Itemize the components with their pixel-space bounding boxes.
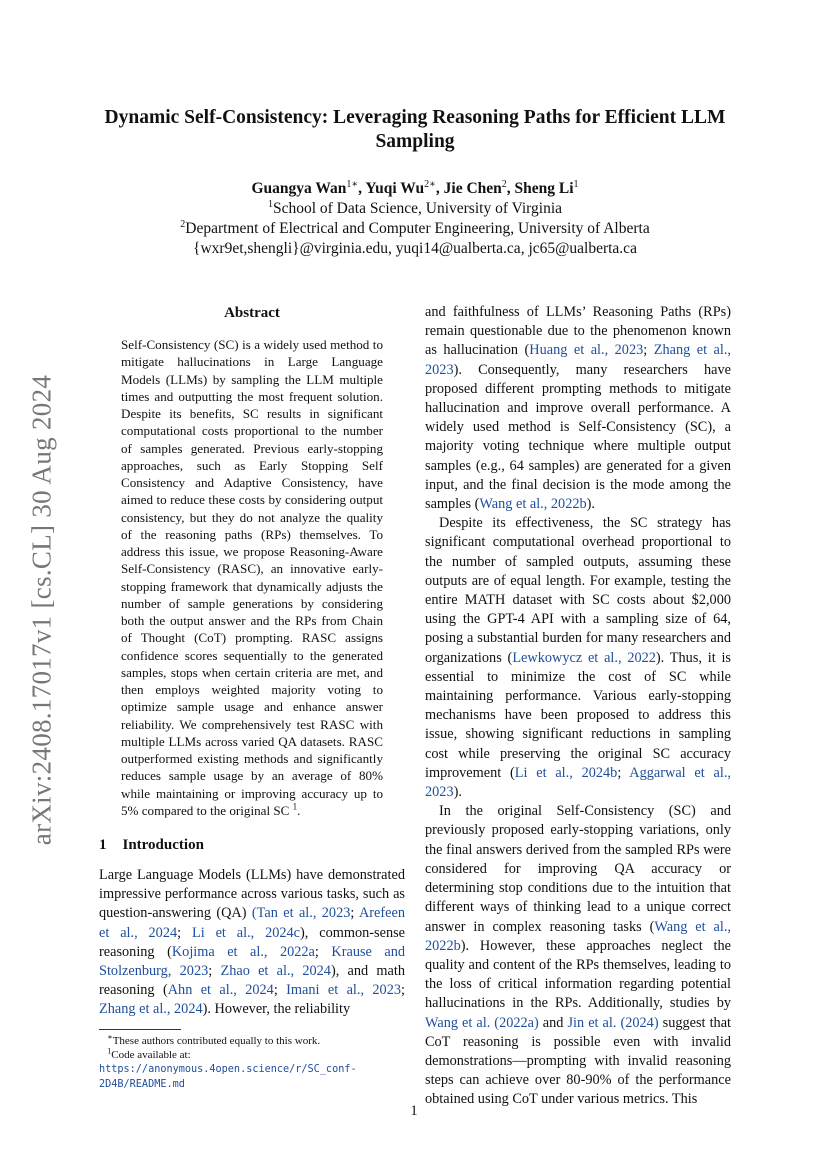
citation-link[interactable]: Kojima et al., 2022a (171, 943, 315, 960)
footnote-ref[interactable]: 1 (292, 801, 298, 812)
author-name: Sheng Li$^1$ (514, 178, 579, 197)
author-block (90, 179, 740, 259)
footnote-rule (99, 1029, 181, 1030)
footnote-equal-contribution: ∗These authors contributed equally to this work. (107, 1032, 321, 1047)
intro-paragraph-2: Despite its effectiveness, the SC strategy has significant computational overhead proportional to the number of sampled outputs, assuming these outputs are of equal length. For example, testing the entire MATH dataset with SC costs about $2,000 using the GPT-4 API with a sampling size of 64, posing a substantial burden for many researchers and organizations (Lewkowycz et al., 2022). Thus, it is essential to minimize the cost of SC while maintaining performance. Various early-stopping mechanisms have been proposed to address this issue, showing significant reductions in sampling cost while preserving the original SC accuracy improvement (Li et al., 2024b; Aggarwal et al., 2023). (425, 515, 731, 801)
abstract-heading: Abstract (224, 305, 280, 321)
citation-link[interactable]: Ahn et al., 2024 (167, 982, 274, 999)
citation-link[interactable]: Zhang et al., 2024 (99, 1001, 203, 1018)
citation-link[interactable]: Lewkowycz et al., 2022 (512, 649, 656, 666)
abstract-text: Self-Consistency (SC) is a widely used method to mitigate hallucinations in Large Language Models (LLMs) by sampling the LLM multiple times and outputting the most frequent solution. Despite its benefits, SC results in significant computational costs proportional to the number of samples generated. Previous early-stopping approaches, such as Early Stopping Self Consistency and Adaptive Consistency, have aimed to reduce these costs by considering output consistency, but they do not analyze the quality of the reasoning paths (RPs) themselves. To address this issue, we propose Reasoning-Aware Self-Consistency (RASC), an innovative early-stopping framework that dynamically adjusts the number of sample generations by considering both the output answer and the RPs from Chain of Thought (CoT) prompting. RASC assigns confidence scores sequentially to the generated samples, stops when certain criteria are met, and then employs weighted majority voting to optimize sample usage and enhance answer reliability. We comprehensively test RASC with multiple LLMs across varied QA datasets. RASC outperformed existing methods and significantly reduces sample usage by an average of 80% while maintaining or improving accuracy up to 5% compared to the original SC $^1$. (121, 337, 383, 818)
page-number: 1 (410, 1103, 418, 1119)
arxiv-identifier (22, 360, 62, 860)
intro-paragraph-3: In the original Self-Consistency (SC) and previously proposed early-stopping variations, only the final answers derived from the sampled RPs were considered for improving QA accuracy or determining stop conditions due to the intuition that different ways of thinking lead to a unique correct answer in complex reasoning tasks (Wang et al., 2022b). However, these approaches neglect the quality and content of the RPs themselves, leading to the loss of critical information regarding potential hallucinations in the RPs. Additionally, studies by Wang et al. (2022a) and Jin et al. (2024) suggest that CoT reasoning is possible even with invalid demonstrations—prompting with invalid reasoning steps can achieve over 80-90% of the performance obtained using CoT under various metrics. This (425, 803, 732, 1108)
author-emails: {wxr9et,shengli}@virginia.edu, yuqi14@ualberta.ca, jc65@ualberta.ca (193, 240, 637, 257)
citation-link[interactable]: Imani et al., 2023 (286, 982, 402, 999)
affiliation-2: $^2$Department of Electrical and Computer Engineering, University of Alberta (180, 218, 650, 237)
affiliation-1: $^1$School of Data Science, University of Virginia (267, 198, 563, 217)
citation-link[interactable]: Li et al., 2024c (191, 924, 301, 941)
citation-link[interactable]: (Tan et al., 2023 (251, 905, 351, 922)
author-name: Jie Chen$^2$ (443, 178, 507, 197)
citation-link[interactable]: Zhao et al., 2024 (220, 963, 331, 980)
code-url-link[interactable]: https://anonymous.4open.science/r/SC_conf-2D4B/README.md (99, 1064, 357, 1090)
citation-link[interactable]: Arefeen et al., 2024 (99, 905, 405, 941)
intro-paragraph-1-cont: and faithfulness of LLMs’ Reasoning Paths (RPs) remain questionable due to the phenomenon known as hallucination (Huang et al., 2023; Zhang et al., 2023). Consequently, many researchers have proposed different prompting methods to mitigate hallucination and improve overall performance. A widely used method is Self-Consistency (SC), a majority voting technique where multiple output samples (e.g., 64 samples) are generated for a given input, and the final decision is the mode among the samples (Wang et al., 2022b). (425, 304, 731, 513)
citation-link[interactable]: Huang et al., 2023 (529, 342, 644, 359)
citation-link[interactable]: Wang et al. (2022a) (425, 1014, 539, 1031)
author-list: Guangya Wan$^{1∗}$, Yuqi $Wu^{2∗}$, Jie Chen$^2$, Sheng Li$^1$ (251, 178, 579, 197)
citation-link[interactable]: Jin et al. (2024) (567, 1014, 659, 1031)
citation-link[interactable]: Aggarwal et al., 2023 (425, 764, 731, 801)
left-column (99, 303, 405, 1020)
citation-link[interactable]: Li et al., 2024b (514, 764, 618, 781)
footnote-code: $^1$Code available at: https://anonymous.4open.science/r/SC_conf-2D4B/README.md (99, 1046, 357, 1090)
citation-link[interactable]: Wang et al., 2022b (425, 918, 731, 954)
arxiv-identifier-text: arXiv:2408.17017v1 [cs.CL] 30 Aug 2024 (26, 374, 57, 846)
author-name: Yuqi $Wu^{2∗}$ (365, 178, 436, 197)
intro-paragraph-1: Large Language Models (LLMs) have demonstrated impressive performance across various tasks, such as question-answering (QA) (Tan et al., 2023; Arefeen et al., 2024; Li et al., 2024c), common-sense reasoning (Kojima et al., 2022a; Krause and Stolzenburg, 2023; Zhao et al., 2024), and math reasoning (Ahn et al., 2024; Imani et al., 2023; Zhang et al., 2024). However, the reliability (99, 867, 406, 1018)
right-column (425, 303, 731, 1110)
citation-link[interactable]: Zhang et al., 2023 (425, 342, 731, 378)
footnotes (99, 1034, 405, 1092)
paper-title: Dynamic Self-Consistency: Leveraging Reasoning Paths for Efficient LLM Sampling (104, 107, 726, 152)
section-heading-introduction: 1 Introduction (99, 837, 204, 853)
citation-link[interactable]: Krause and Stolzenburg, 2023 (99, 943, 406, 980)
author-name: Guangya Wan$^{1∗}$ (251, 178, 359, 197)
citation-link[interactable]: Wang et al., 2022b (479, 496, 587, 513)
